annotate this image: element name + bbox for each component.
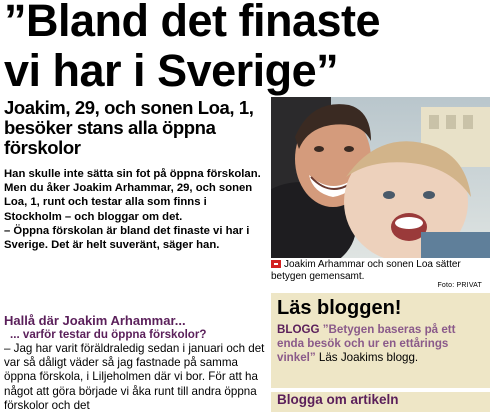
photo-caption-text: Joakim Arhammar och sonen Loa sätter betygen gemensamt.: [271, 259, 461, 282]
blog-about-article-title[interactable]: Blogga om artikeln: [277, 392, 399, 407]
photo-caption: [271, 259, 490, 283]
read-blog-box[interactable]: [271, 293, 490, 388]
headline-line-2: vi har i Sverige”: [4, 45, 339, 96]
photo-credit: Foto: PRIVAT: [437, 282, 482, 289]
blog-label: BLOGG: [277, 323, 320, 336]
headline: [4, 0, 492, 96]
lead-paragraph-2: Men du åker Joakim Arhammar, 29, och sonen Loa, 1, runt och testar alla som finns i Stockholm – och bloggar om det.: [4, 182, 253, 223]
lead-text: [4, 167, 266, 252]
blog-quote: ”Betygen baseras på ett enda besök och ur en ettårings vinkel”: [277, 323, 456, 365]
flag-icon: [271, 260, 281, 268]
subheadline: Joakim, 29, och sonen Loa, 1, besöker stans alla öppna förskolor: [4, 97, 254, 158]
blog-about-article-box[interactable]: [271, 392, 490, 412]
blog-link[interactable]: Läs Joakims blogg.: [318, 351, 419, 365]
read-blog-text: [277, 323, 483, 366]
interview-answer: – Jag har varit föräldraledig sedan i januari och det var så dåligt väder så jag fastnade på samma öppna förskola, i Liljeholmen där vi bor. För att ha något att göra började vi åka runt till andra öppna förskolor och det: [4, 342, 265, 412]
article-photo: [271, 97, 490, 258]
interview-greeting: Hallå där: [4, 313, 59, 328]
lead-paragraph-3: – Öppna förskolan är bland det finaste vi har i Sverige. Det är helt suveränt, säger han.: [4, 224, 250, 252]
lead-paragraph-1: Han skulle inte sätta sin fot på öppna förskolan.: [4, 168, 261, 180]
headline-line-1: ”Bland det finaste: [4, 0, 381, 46]
interview-heading: [4, 312, 266, 329]
interview-name: Joakim Arhammar...: [62, 313, 186, 328]
read-blog-title: Läs bloggen!: [277, 297, 402, 319]
interview-question: ... varför testar du öppna förskolor?: [10, 328, 207, 341]
photo-father-and-son: [271, 97, 490, 258]
